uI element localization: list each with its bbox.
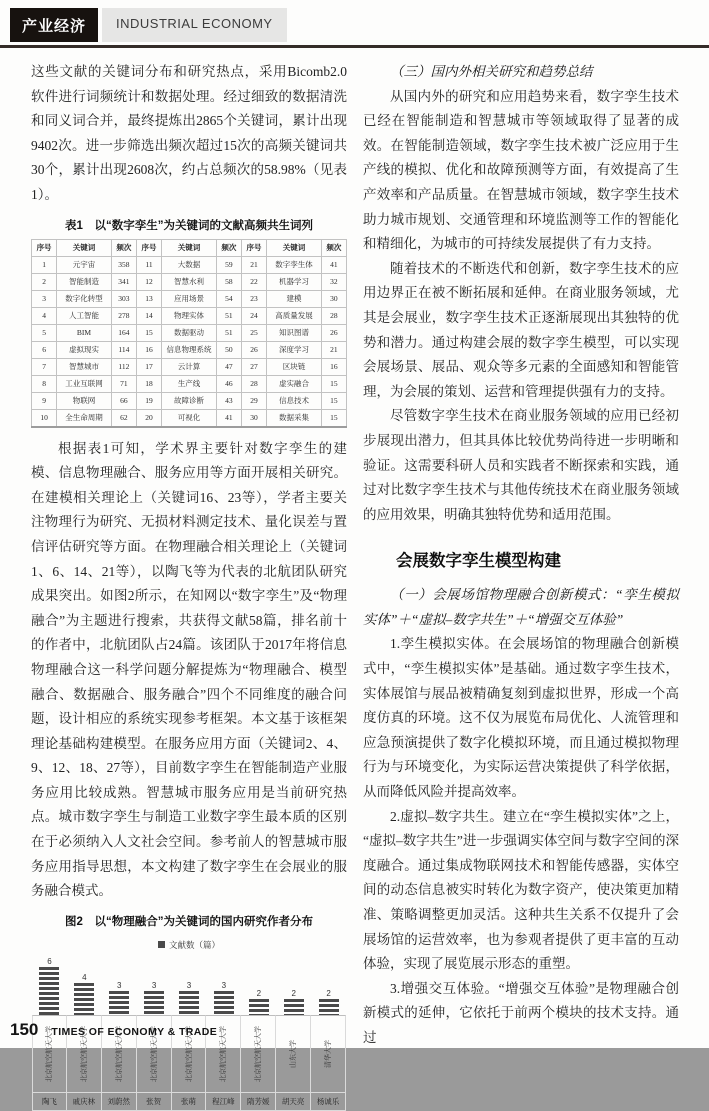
paragraph-table-analysis: 根据表1可知，学术界主要针对数字孪生的建模、信息物理融合、服务应用等方面开展相关研究。在建模相关理论上（关键词16、23等），学者主要关注物理行为研究、无损材料测定技术、量化误差与置信评估研究等方面。在物理融合相关理论上（关键词1、6、14、21等），以陶飞等为代表的北航团队研究成果突出。如图2所示，在知网以“数字孪生”及“物理融合”为主题进行搜索，共获得文献58篇，排名前十的作者中，北航团队占24篇。该团队于2017年将信息物理融合这一科学问题分解提炼为“物理融合、模型融合、数据融合、服务融合”四个不同维度的融合问题，设计相应的系统实现参考框架。本文基于该框架理论基础构建模型。在服务应用方面（关键词2、4、9、12、18、27等），目前数字孪生在智能制造产业服务应用比较成熟。智慧城市服务应用是当前研究热点。城市数字孪生与制造工业数字孪生最本质的区别在于必须纳入人文社会空间。参考前人的智慧城市服务应用指导思想，本文构建了数字孪生在会展业的服务融合模式。 (31, 440, 347, 899)
table1-cell: 1 (32, 256, 57, 273)
table1-cell: 112 (111, 358, 136, 375)
table1-header-cell: 关键词 (267, 239, 322, 256)
table1-cell: 12 (136, 273, 161, 290)
bar-org-label: 北京航空航天大学 (137, 1015, 172, 1092)
bar-area (276, 953, 311, 1015)
table1-cell: 21 (241, 256, 266, 273)
table1-cell: 6 (32, 341, 57, 358)
bar-org-label: 山东大学 (276, 1015, 311, 1092)
table1-header-cell: 频次 (321, 239, 346, 256)
table1-cell: 59 (216, 256, 241, 273)
table1-cell: 9 (32, 392, 57, 409)
table1-cell: 建模 (267, 290, 322, 307)
bar-author-label: 陶飞 (32, 1092, 67, 1111)
subsection-heading-1: （一）会展场馆物理融合创新模式：“孪生模拟实体”＋“虚拟–数字共生”＋“增强交互体验” (363, 587, 679, 627)
table1-row (32, 392, 347, 409)
bar-area (67, 953, 102, 1015)
page-number: 150 (10, 1020, 39, 1039)
bar-value-label: 3 (117, 980, 122, 990)
bar (249, 999, 269, 1015)
table1-cell: 19 (136, 392, 161, 409)
table1-cell: 虚实融合 (267, 375, 322, 392)
paragraph-trend-1: 从国内外的研究和应用趋势来看，数字孪生技术已经在智能制造和智慧城市等领域取得了显著的成效。在智能制造领域，数字孪生技术被广泛应用于生产线的模拟、优化和故障预测等方面，有效提高了生产效率和产品质量。在智慧城市领域，数字孪生技术助力城市规划、交通管理和环境监测等工作的智能化和精细化，为城市的可持续发展提供了有力支持。 (363, 88, 679, 252)
table1-cell: 28 (321, 307, 346, 324)
two-column-body (31, 60, 679, 1111)
legend-swatch-icon (158, 941, 165, 948)
table1-cell: 数字化转型 (57, 290, 112, 307)
figure2-caption: 图2 以“物理融合”为关键词的国内研究作者分布 (65, 915, 313, 928)
table1-cell: 164 (111, 324, 136, 341)
table1-cell: 278 (111, 307, 136, 324)
table1-cell: 51 (216, 324, 241, 341)
table1-cell: 10 (32, 409, 57, 427)
bar-area (137, 953, 172, 1015)
paragraph-trend-3: 尽管数字孪生技术在商业服务领域的应用已经初步展现出潜力，但其具体比较优势尚待进一步明晰和验证。这需要科研人员和实践者不断探索和实践，通过对比数字孪生技术与其他传统技术在商业服务领域的应用效果，明确其独特优势和适用范围。 (363, 408, 679, 522)
table1-cell: 22 (241, 273, 266, 290)
table1-cell: 16 (136, 341, 161, 358)
table1-cell: 11 (136, 256, 161, 273)
section-title-model-construction: 会展数字孪生模型构建 (396, 552, 561, 571)
table1-cell: 5 (32, 324, 57, 341)
bar-value-label: 3 (221, 980, 227, 990)
bar-column (241, 953, 276, 1111)
table1-cell: 区块链 (267, 358, 322, 375)
table1-header-cell: 关键词 (162, 239, 217, 256)
table1-cell: 4 (32, 307, 57, 324)
table1-cell: 114 (111, 341, 136, 358)
table1-cell: 2 (32, 273, 57, 290)
bar-area (206, 953, 241, 1015)
paragraph-module-3: 3.增强交互体验。“增强交互体验”是物理融合创新模式的延伸，它依托于前两个模块的技术支持。通过 (363, 980, 679, 1045)
bar-author-label: 张萌 (172, 1092, 207, 1111)
table1-cell: 30 (241, 409, 266, 427)
table1-row (32, 307, 347, 324)
left-column (31, 60, 347, 1111)
table1-cell: 15 (321, 375, 346, 392)
bar-org-label: 清华大学 (311, 1015, 346, 1092)
table1-cell: 47 (216, 358, 241, 375)
bar-author-label: 戚庆林 (67, 1092, 102, 1111)
right-column (363, 60, 679, 1111)
paragraph-keyword-stats: 这些文献的关键词分布和研究热点，采用Bicomb2.0软件进行词频统计和数据处理。经过细致的数据清洗和同义词合并，最终提炼出2865个关键词，累计出现9402次。进一步筛选出频次超过15次的高频关键词共30个，累计出现2608次，约占总频次的58.98%（见表1）。 (31, 64, 347, 202)
subsection-heading-3: （三）国内外相关研究和趋势总结 (390, 64, 593, 79)
table1-cell: 机器学习 (267, 273, 322, 290)
table1-cell: 8 (32, 375, 57, 392)
bar (109, 991, 129, 1015)
table1-cell: 27 (241, 358, 266, 375)
table1-cell: 51 (216, 307, 241, 324)
category-label-en: INDUSTRIAL ECONOMY (102, 8, 287, 42)
table1-row (32, 358, 347, 375)
table1-cell: 21 (321, 341, 346, 358)
table1-cell: 信息技术 (267, 392, 322, 409)
table1-header-cell: 序号 (241, 239, 266, 256)
table1-cooccurrence (31, 239, 347, 428)
table1-header-cell: 频次 (111, 239, 136, 256)
bar-area (32, 953, 67, 1015)
bar-org-label: 北京航空航天大学 (172, 1015, 207, 1092)
table1-header-cell: 序号 (32, 239, 57, 256)
table1-cell: 数据驱动 (162, 324, 217, 341)
bar-author-label: 杨诚乐 (311, 1092, 346, 1111)
bar-area (102, 953, 137, 1015)
table1-row (32, 290, 347, 307)
bar-author-label: 程江峰 (206, 1092, 241, 1111)
table1-row (32, 324, 347, 341)
table1-cell: 41 (321, 256, 346, 273)
bar (39, 967, 59, 1015)
table1-row (32, 273, 347, 290)
table1-cell: 知识图谱 (267, 324, 322, 341)
bar (74, 983, 94, 1015)
table1-cell: 深度学习 (267, 341, 322, 358)
table1-cell: 341 (111, 273, 136, 290)
table1-cell: 26 (321, 324, 346, 341)
bar-area (172, 953, 207, 1015)
bar-value-label: 4 (82, 972, 87, 982)
page-header (10, 8, 287, 42)
table1-cell: 303 (111, 290, 136, 307)
bar-column (276, 953, 311, 1111)
table1-cell: 智慧城市 (57, 358, 112, 375)
table1-row (32, 341, 347, 358)
table1-cell: 15 (321, 392, 346, 409)
table1-cell: 智慧水利 (162, 273, 217, 290)
table1-cell: 3 (32, 290, 57, 307)
bar-org-label: 北京航空航天大学 (32, 1015, 67, 1092)
table1-cell: 虚拟现实 (57, 341, 112, 358)
table1-cell: 生产线 (162, 375, 217, 392)
table1-cell: 高质量发展 (267, 307, 322, 324)
table1-row (32, 375, 347, 392)
table1-cell: 13 (136, 290, 161, 307)
table1-cell: 54 (216, 290, 241, 307)
table1-header-row (32, 239, 347, 256)
bar (284, 999, 304, 1015)
table1-cell: 17 (136, 358, 161, 375)
table1-cell: 41 (216, 409, 241, 427)
table1-cell: 28 (241, 375, 266, 392)
bar-value-label: 2 (326, 988, 331, 998)
table1-cell: 15 (136, 324, 161, 341)
table1-cell: 24 (241, 307, 266, 324)
bar (179, 991, 199, 1015)
table1-cell: BIM (57, 324, 112, 341)
table1-cell: 物理实体 (162, 307, 217, 324)
bar (144, 991, 164, 1015)
table1-cell: 故障诊断 (162, 392, 217, 409)
chart-legend (31, 939, 347, 951)
paragraph-trend-2: 随着技术的不断迭代和创新，数字孪生技术的应用边界正在被不断拓展和延伸。在商业服务领域，尤其是会展业，数字孪生技术正逐渐展现出其独特的优势和潜力。通过构建会展的数字孪生模型，可以实现会展场景、展品、观众等多元素的全面感知和智能管理，为会展的策划、运营和管理提供强有力的支持。 (363, 260, 679, 399)
table1-cell: 人工智能 (57, 307, 112, 324)
table1-cell: 58 (216, 273, 241, 290)
table1-cell: 7 (32, 358, 57, 375)
bar-value-label: 2 (291, 988, 296, 998)
bar-org-label: 北京航空航天大学 (67, 1015, 102, 1092)
bar-org-label: 北京航空航天大学 (102, 1015, 137, 1092)
table1-header-cell: 序号 (136, 239, 161, 256)
table1-cell: 30 (321, 290, 346, 307)
table1-cell: 智能制造 (57, 273, 112, 290)
table1-row (32, 409, 347, 427)
table1-cell: 18 (136, 375, 161, 392)
table1-cell: 29 (241, 392, 266, 409)
table1-header-cell: 关键词 (57, 239, 112, 256)
bar-value-label: 6 (47, 956, 52, 966)
table1-cell: 信息物理系统 (162, 341, 217, 358)
table1-cell: 数据采集 (267, 409, 322, 427)
table1-cell: 云计算 (162, 358, 217, 375)
paragraph-module-1: 1.孪生模拟实体。在会展场馆的物理融合创新模式中，“孪生模拟实体”是基础。通过数字孪生技术，实体展馆与展品被精确复刻到虚拟世界，形成一个高度仿真的环境。这不仅为展览布局优化、人流管理和应急预演提供了数字化模拟环境，而且通过模拟物理行为与环境变化，为实际运营决策提供了科学依据，从而降低风险并提高效率。 (363, 636, 679, 800)
table1-cell: 数字孪生体 (267, 256, 322, 273)
bar-area (311, 953, 346, 1015)
table1-caption: 表1 以“数字孪生”为关键词的文献高频共生词列 (65, 219, 313, 232)
table1-cell: 26 (241, 341, 266, 358)
table1-cell: 大数据 (162, 256, 217, 273)
table1-cell: 工业互联网 (57, 375, 112, 392)
bar-area (241, 953, 276, 1015)
table1-cell: 元宇宙 (57, 256, 112, 273)
table1-cell: 可视化 (162, 409, 217, 427)
table1-cell: 14 (136, 307, 161, 324)
table1-cell: 15 (321, 409, 346, 427)
table1-cell: 25 (241, 324, 266, 341)
bar-author-label: 隋芳媛 (241, 1092, 276, 1111)
paragraph-module-2: 2.虚拟–数字共生。建立在“孪生模拟实体”之上，“虚拟–数字共生”进一步强调实体空间与数字空间的深度融合。通过集成物联网技术和智能传感器，实体空间的动态信息被实时转化为数字资产，使决策更加精准、策略调整更加灵活。这种共生关系不仅提升了会展场馆的运营效率，也为参观者提供了更丰富的互动体验，实现了展览展示形态的重塑。 (363, 808, 679, 972)
table1-cell: 全生命周期 (57, 409, 112, 427)
bar-author-label: 刘蔚然 (102, 1092, 137, 1111)
bar-value-label: 3 (151, 980, 157, 990)
legend-label: 文献数（篇） (168, 939, 220, 950)
bar-value-label: 3 (186, 980, 192, 990)
bar-value-label: 2 (256, 988, 262, 998)
table1-header-cell: 频次 (216, 239, 241, 256)
table1-cell: 50 (216, 341, 241, 358)
bar-org-label: 北京航空航天大学 (241, 1015, 276, 1092)
category-label-cn: 产业经济 (10, 8, 98, 42)
table1-cell: 46 (216, 375, 241, 392)
table1-cell: 62 (111, 409, 136, 427)
bar-column (311, 953, 346, 1111)
bar-org-label: 北京航空航天大学 (206, 1015, 241, 1092)
table1-cell: 66 (111, 392, 136, 409)
table1-cell: 20 (136, 409, 161, 427)
journal-name: TIMES OF ECONOMY & TRADE (51, 1026, 218, 1038)
table1-cell: 32 (321, 273, 346, 290)
table1-cell: 43 (216, 392, 241, 409)
table1-cell: 23 (241, 290, 266, 307)
header-rule (0, 45, 709, 48)
page-footer (10, 1020, 217, 1040)
table1-cell: 71 (111, 375, 136, 392)
bar (214, 991, 234, 1015)
table1-row (32, 256, 347, 273)
bar-author-label: 张贺 (137, 1092, 172, 1111)
table1-cell: 358 (111, 256, 136, 273)
table1-cell: 应用场景 (162, 290, 217, 307)
bar (319, 999, 339, 1015)
table1-cell: 16 (321, 358, 346, 375)
bar-author-label: 胡天亮 (276, 1092, 311, 1111)
table1-cell: 物联网 (57, 392, 112, 409)
